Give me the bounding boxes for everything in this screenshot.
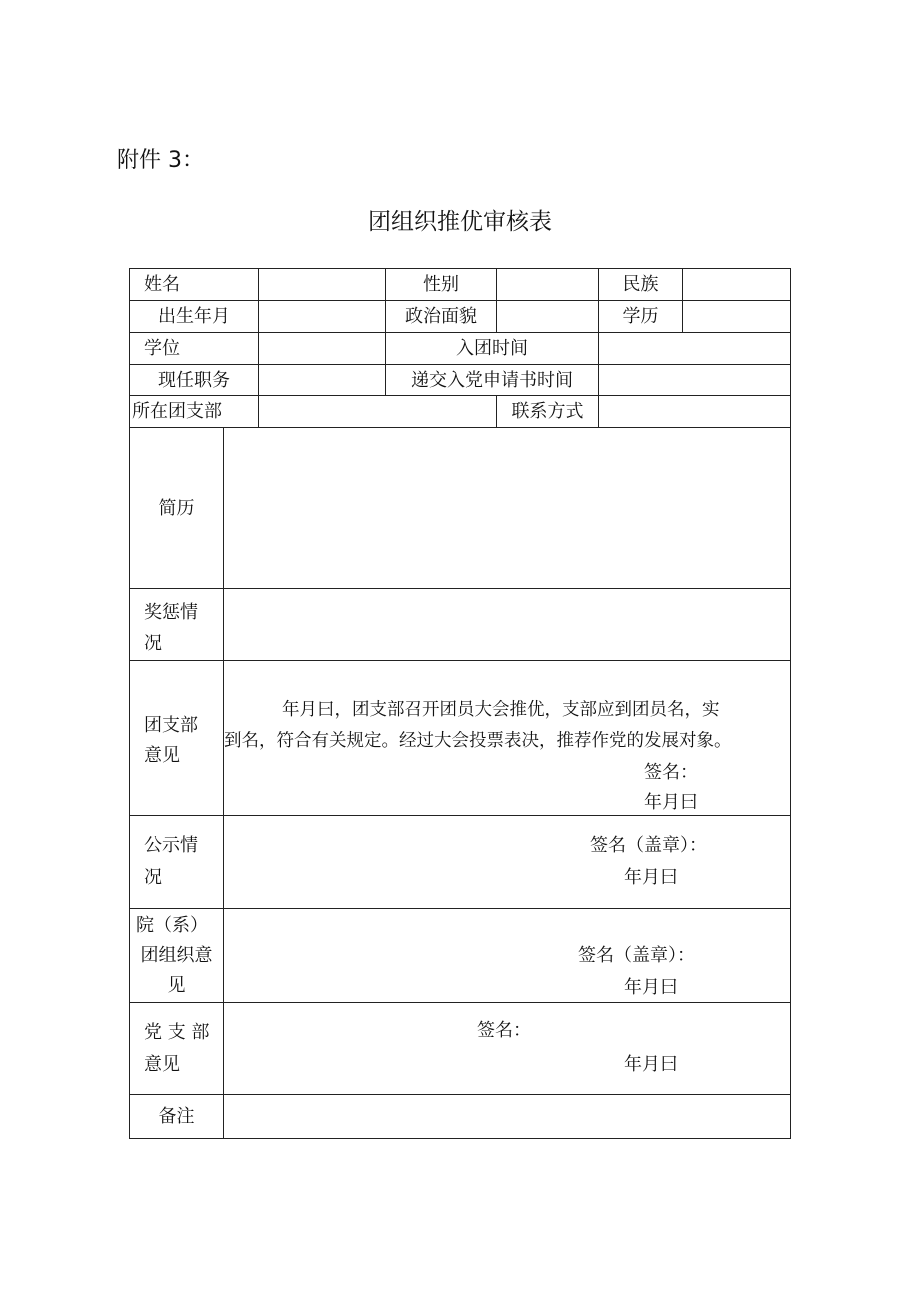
resume-label: 简历 <box>130 428 224 589</box>
publicity-label <box>130 816 224 909</box>
branch-opinion-label-line1: 团支部 <box>144 715 198 736</box>
branch-opinion-text-line1: 年月曰，团支部召开团员大会推优，支部应到团员名，实 <box>282 700 720 720</box>
degree-input[interactable] <box>259 333 386 365</box>
publicity-signature: 签名（盖章）： <box>590 835 707 856</box>
party-branch-opinion-label <box>130 1003 224 1095</box>
branch-label: 所在团支部 <box>130 396 259 428</box>
join-league-time-input[interactable] <box>599 333 791 365</box>
education-input[interactable] <box>683 301 791 333</box>
branch-opinion-date: 年月曰 <box>644 792 698 813</box>
political-status-input[interactable] <box>497 301 599 333</box>
college-opinion-date: 年月曰 <box>624 977 678 998</box>
publicity-content[interactable] <box>224 816 791 909</box>
publicity-label-line2: 况 <box>144 867 162 888</box>
college-opinion-label-line2: 团组织意 <box>140 944 213 966</box>
ethnicity-label: 民族 <box>599 269 683 301</box>
publicity-date: 年月曰 <box>624 867 678 888</box>
branch-input[interactable] <box>259 396 497 428</box>
form-title: 团组织推优审核表 <box>368 209 552 235</box>
political-status-label: 政治面貌 <box>386 301 497 333</box>
party-application-time-label: 递交入党申请书时间 <box>386 365 599 396</box>
rewards-label-line2: 况 <box>144 632 162 654</box>
gender-input[interactable] <box>497 269 599 301</box>
contact-label: 联系方式 <box>497 396 599 428</box>
ethnicity-input[interactable] <box>683 269 791 301</box>
branch-opinion-text-line2: 到名，符合有关规定。经过大会投票表决，推荐作党的发展对象。 <box>224 731 732 751</box>
party-branch-opinion-label-line1: 党 支 部 <box>144 1021 210 1043</box>
party-branch-signature: 签名： <box>477 1020 531 1041</box>
remarks-label: 备注 <box>130 1095 224 1139</box>
name-input[interactable] <box>259 269 386 301</box>
review-form-table <box>129 268 791 1139</box>
rewards-input[interactable] <box>224 589 791 661</box>
branch-opinion-label <box>130 661 224 816</box>
college-opinion-label <box>130 909 224 1003</box>
party-branch-opinion-content[interactable] <box>224 1003 791 1095</box>
birth-input[interactable] <box>259 301 386 333</box>
remarks-input[interactable] <box>224 1095 791 1139</box>
college-opinion-label-line1: 院（系） <box>136 914 208 936</box>
education-label: 学历 <box>599 301 683 333</box>
join-league-time-label: 入团时间 <box>386 333 599 365</box>
college-opinion-label-line3: 见 <box>167 974 186 996</box>
college-opinion-content[interactable] <box>224 909 791 1003</box>
contact-input[interactable] <box>599 396 791 428</box>
degree-label: 学位 <box>130 333 259 365</box>
current-position-label: 现任职务 <box>130 365 259 396</box>
gender-label: 性别 <box>386 269 497 301</box>
resume-input[interactable] <box>224 428 791 589</box>
branch-opinion-signature: 签名： <box>644 762 698 783</box>
party-branch-date: 年月曰 <box>624 1054 678 1075</box>
college-opinion-signature: 签名（盖章）： <box>578 945 695 966</box>
name-label: 姓名 <box>130 269 259 301</box>
party-branch-opinion-label-line2: 意见 <box>144 1053 180 1075</box>
party-application-time-input[interactable] <box>599 365 791 396</box>
branch-opinion-label-line2: 意见 <box>144 745 180 766</box>
branch-opinion-content[interactable] <box>224 661 791 816</box>
branch-opinion-text <box>224 695 789 757</box>
current-position-input[interactable] <box>259 365 386 396</box>
birth-label: 出生年月 <box>130 301 259 333</box>
attachment-label: 附件 3： <box>117 148 204 173</box>
publicity-label-line1: 公示情 <box>144 835 198 856</box>
rewards-label-line1: 奖惩情 <box>144 601 198 623</box>
rewards-label <box>130 589 224 661</box>
